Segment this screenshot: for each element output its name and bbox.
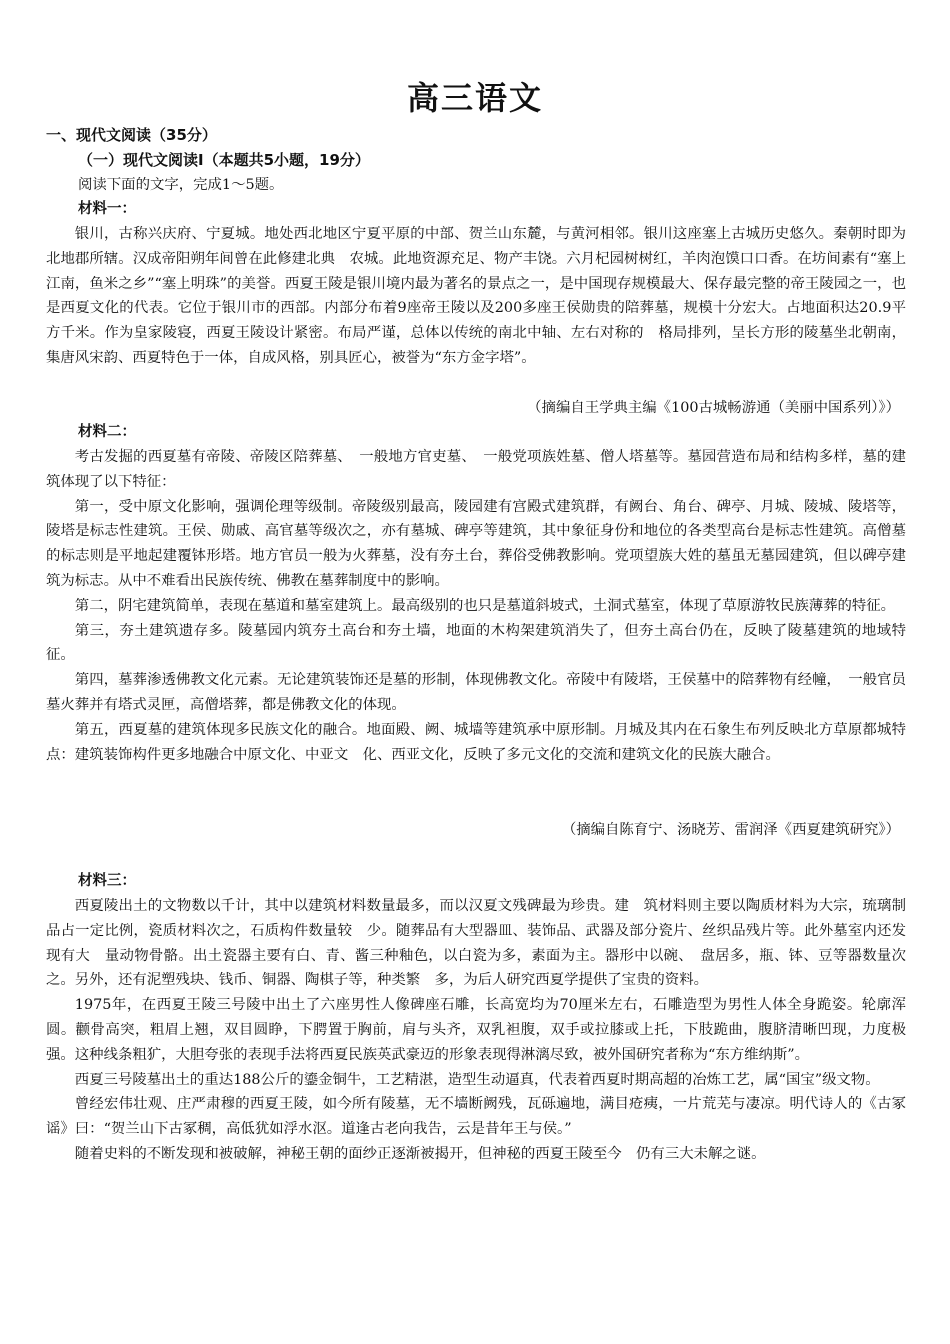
paragraph: 第四，墓葬渗透佛教文化元素。无论建筑装饰还是墓的形制，体现佛教文化。帝陵中有陵塔，王侯墓中的陪葬物有经幢， 一般官员墓火葬并有塔式灵匣，高僧塔葬，都是佛教文化的体现。 [46,672,906,713]
paragraph: 曾经宏伟壮观、庄严肃穆的西夏王陵，如今所有陵墓，无不墙断阙残，瓦砾遍地，满目疮痍，一片荒芜与凄凉。明代诗人的《古冢谣》曰：“贺兰山下古冢稠，高低犹如浮水沤。道逢古老向我告，云是昔年王与侯。” [46,1096,906,1138]
paragraph: 第五，西夏墓的建筑体现多民族文化的融合。地面殿、阙、城墙等建筑承中原形制。月城及其内在石象生布列反映北方草原都城特点：建筑装饰构件更多地融合中原文化、中亚文 化、西亚文化，反映了多元文化的交流和建筑文化的民族大融合。 [46,721,906,763]
material-2-label: 材料二： [78,424,136,440]
material-2-body [46,445,906,767]
subsection-heading: （一）现代文阅读Ⅰ（本题共5小题，19分） [78,151,370,169]
material-2-source: （摘编自陈育宁、汤晓芳、雷润泽《西夏建筑研究》） [561,822,900,838]
section-heading: 一、现代文阅读（35分） [46,126,217,144]
paragraph: 西夏三号陵墓出土的重达188公斤的鎏金铜牛，工艺精湛，造型生动逼真，代表着西夏时期高超的冶炼工艺，属“国宝”级文物。 [74,1071,880,1088]
paragraph: 第一，受中原文化影响，强调伦理等级制。帝陵级别最高，陵园建有宫殿式建筑群，有阙台、角台、碑亭、月城、陵城、陵塔等，陵塔是标志性建筑。王侯、勋戚、高官墓等级次之，亦有墓城、碑亭等建筑，其中象征身份和地位的各类型高台是标志性建筑。高僧墓的标志则是平地起建覆钵形塔。地方官员一般为火葬墓，没有夯土台，葬俗受佛教影响。党项望族大姓的墓虽无墓园建筑，但以碑亭建筑为标志。从中不难看出民族传统、佛教在墓葬制度中的影响。 [46,498,906,589]
instruction-text: 阅读下面的文字，完成1～5题。 [78,177,284,193]
paragraph: 西夏陵出土的文物数以千计，其中以建筑材料数量最多，而以汉夏文残碑最为珍贵。建 筑材料则主要以陶质材料为大宗，琉璃制品占一定比例，瓷质材料次之，石质构件数量较 少。随葬品有大型器皿、装饰品、武器及部分瓷片、丝织品残片等。此外墓室内还发现有大 量动物骨骼。出土瓷器主要有白、青、酱三种釉色，以白瓷为多，素面为主。器形中以碗、 盘居多，瓶、钵、豆等器数量次之。另外，还有泥塑残块、钱币、铜器、陶棋子等，种类繁 多，为后人研究西夏学提供了宝贵的资料。 [46,898,906,989]
material-3-label: 材料三： [78,873,136,889]
page-title: 高三语文 [406,79,543,117]
paragraph: 考古发掘的西夏墓有帝陵、帝陵区陪葬墓、 一般地方官吏墓、 一般党项族姓墓、僧人塔墓等。墓园营造布局和结构多样，墓的建筑体现了以下特征： [46,449,906,490]
material-1-body [46,222,906,371]
paragraph: 第三，夯土建筑遗存多。陵墓园内筑夯土高台和夯土墙，地面的木构架建筑消失了，但夯土高台仍在，反映了陵墓建筑的地域特征。 [46,622,906,664]
paragraph: 第二，阴宅建筑简单，表现在墓道和墓室建筑上。最高级别的也只是墓道斜坡式，土洞式墓室，体现了草原游牧民族薄葬的特征。 [74,597,896,614]
material-1-label: 材料一： [78,201,136,217]
material-1-source: （摘编自王学典主编《100古城畅游通（美丽中国系列）》） [527,400,900,416]
paragraph: 银川，古称兴庆府、宁夏城。地处西北地区宁夏平原的中部、贺兰山东麓，与黄河相邻。银川这座塞上古城历史悠久。秦朝时即为北地郡所辖。汉成帝阳朔年间曾在此修建北典 农城。此地资源充足、物产丰饶。六月杞园树树红，羊肉泡馍口口香。在坊间素有“塞上江南，鱼米之乡”“塞上明珠”的美誉。西夏王陵是银川境内最为著名的景点之一，是中国现存规模最大、保存最完整的帝王陵园之一，也是西夏文化的代表。它位于银川市的西部。内部分布着9座帝王陵以及200多座王侯勋贵的陪葬墓，规模十分宏大。占地面积达20.9平方千米。作为皇家陵寝，西夏王陵设计紧密。布局严谨，总体以传统的南北中轴、左右对称的 格局排列，呈长方形的陵墓坐北朝南，集唐风宋韵、西夏特色于一体，自成风格，别具匠心，被誉为“东方金字塔”。 [46,226,906,366]
material-3-body [46,894,906,1167]
paragraph: 1975年，在西夏王陵三号陵中出土了六座男性人像碑座石雕，长高宽均为70厘米左右，石雕造型为男性人体全身跪姿。轮廓浑圆。颧骨高突，粗眉上翘，双目圆睁，下腭置于胸前，肩与头齐，双乳袒腹，双手或拉膝或上托，下肢跪曲，腹脐清晰凹现，力度极强。这种线条粗犷，大胆夸张的表现手法将西夏民族英武豪迈的形象表现得淋漓尽致，被外国研究者称为“东方维纳斯”。 [46,997,906,1063]
paragraph: 随着史料的不断发现和被破解，神秘王朝的面纱正逐渐被揭开，但神秘的西夏王陵至今 仍有三大未解之谜。 [74,1145,766,1162]
